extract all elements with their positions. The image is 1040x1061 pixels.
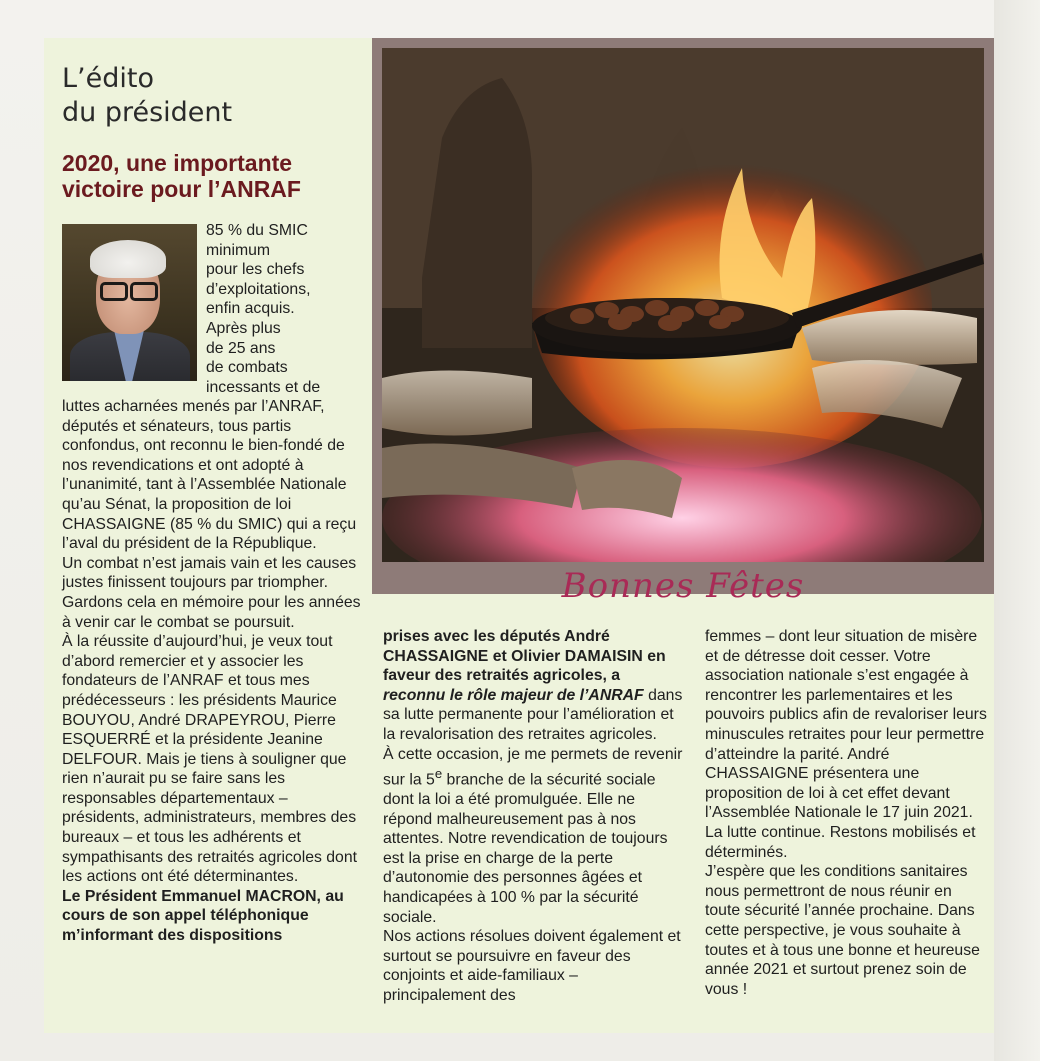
edito-title-line2: du président [62,97,233,128]
intro-line: minimum [206,241,271,259]
fireplace-illustration [382,48,984,562]
intro-lines [206,221,366,397]
column-1 [62,397,362,946]
col2-paragraph-3: Nos actions résolues doivent également et surtout se poursuivre en faveur des conjoints et aide-familiaux – principalement des [383,928,681,1004]
intro-line: Après plus [206,319,281,337]
column-2 [383,627,683,1006]
col2-paragraph-2 [383,745,683,928]
intro-line: de combats [206,359,288,377]
col3-paragraph-2: La lutte continue. Restons mobilisés et déterminés. [705,823,976,861]
edito-title [62,62,362,130]
intro-line: enfin acquis. [206,300,295,318]
portrait-hair [90,240,166,278]
col1-paragraph-2: Un combat n’est jamais vain et les causes justes finissent toujours par triompher. Gardons cela en mémoire pour les années à venir car le combat se poursuit. [62,554,361,631]
intro-line: 85 % du SMIC [206,222,308,239]
headline-line1: 2020, une importante [62,150,293,176]
col2-bold-italic-text: reconnu le rôle majeur de l’ANRAF [383,686,644,704]
article-headline [62,150,372,202]
headline-line2: victoire pour l’ANRAF [62,176,301,202]
holiday-greeting: Bonnes Fêtes [561,566,805,606]
edito-title-line1: L’édito [62,63,154,94]
col1-paragraph-4 [62,887,362,946]
col2-text: branche de la sécurité sociale dont la loi a été promulguée. Elle ne répond malheureusement pas à nos attentes. Notre revendication de toujours est la prise en charge de la perte d’autonomie des personnes âgées et handicapées à 100 % par la sécurité sociale. [383,771,668,926]
holiday-photo-frame [372,38,994,606]
portrait-glasses [100,282,158,296]
col3-paragraph-1: femmes – dont leur situation de misère et de détresse doit cesser. Votre association nationale s’est engagée à rencontrer les parlementaires et les pouvoirs publics afin de revaloriser leurs minuscules retraites pour leur permettre d’atteindre la parité. André CHASSAIGNE présentera une proposition de loi à cet effet devant l’Assemblée Nationale le 17 juin 2021. [705,628,987,822]
intro-line: d’exploitations, [206,280,311,298]
col2-paragraph-1 [383,627,683,745]
col1-paragraph-1: luttes acharnées menés par l’ANRAF, députés et sénateurs, tous partis confondus, ont reconnu le bien-fondé de nos revendications et ont adopté à l’unanimité, tant à l’Assemblée Nationale qu’au Sénat, la proposition de loi CHASSAIGNE (85 % du SMIC) qui a reçu l’aval du président de la République. [62,398,357,553]
intro-line: pour les chefs [206,261,305,279]
adjacent-page-edge [994,0,1040,1061]
intro-line: incessants et de [206,378,321,396]
intro-line: de 25 ans [206,339,276,357]
column-3 [705,627,987,999]
president-portrait [62,224,197,381]
chestnut-roasting-photo [382,48,984,562]
col2-text: À cette occasion, je me permets de revenir sur la 5 [383,745,683,789]
col3-paragraph-3: J’espère que les conditions sanitaires nous permettront de nous réunir en toute sécurité l’année prochaine. Dans cette perspective, je vous souhaite à toutes et à tous une bonne et heureuse année 2021 et surtout prenez soin de vous ! [705,863,980,998]
col1-bold-text: Le Président Emmanuel MACRON, au cours de son appel téléphonique m’informant des dispositions [62,887,344,945]
col2-bold-text: prises avec les députés André CHASSAIGNE et Olivier DAMAISIN en faveur des retraités agricoles, a [383,628,666,685]
superscript: e [434,766,443,782]
col2-regular-text: dans sa lutte permanente pour l’amélioration et la revalorisation des retraites agricoles. [383,686,683,743]
col1-paragraph-3: À la réussite d’aujourd’hui, je veux tout d’abord remercier et y associer les fondateurs de l’ANRAF et tous mes prédécesseurs : les présidents Maurice BOUYOU, André DRAPEYROU, Pierre ESQUERRÉ et la présidente Jeanine DELFOUR. Mais je tiens à souligner que rien n’aurait pu se faire sans les responsables départementaux – présidents, administrateurs, membres des bureaux – et tous les adhérents et sympathisants des retraités agricoles dont les actions ont été déterminantes. [62,633,358,886]
